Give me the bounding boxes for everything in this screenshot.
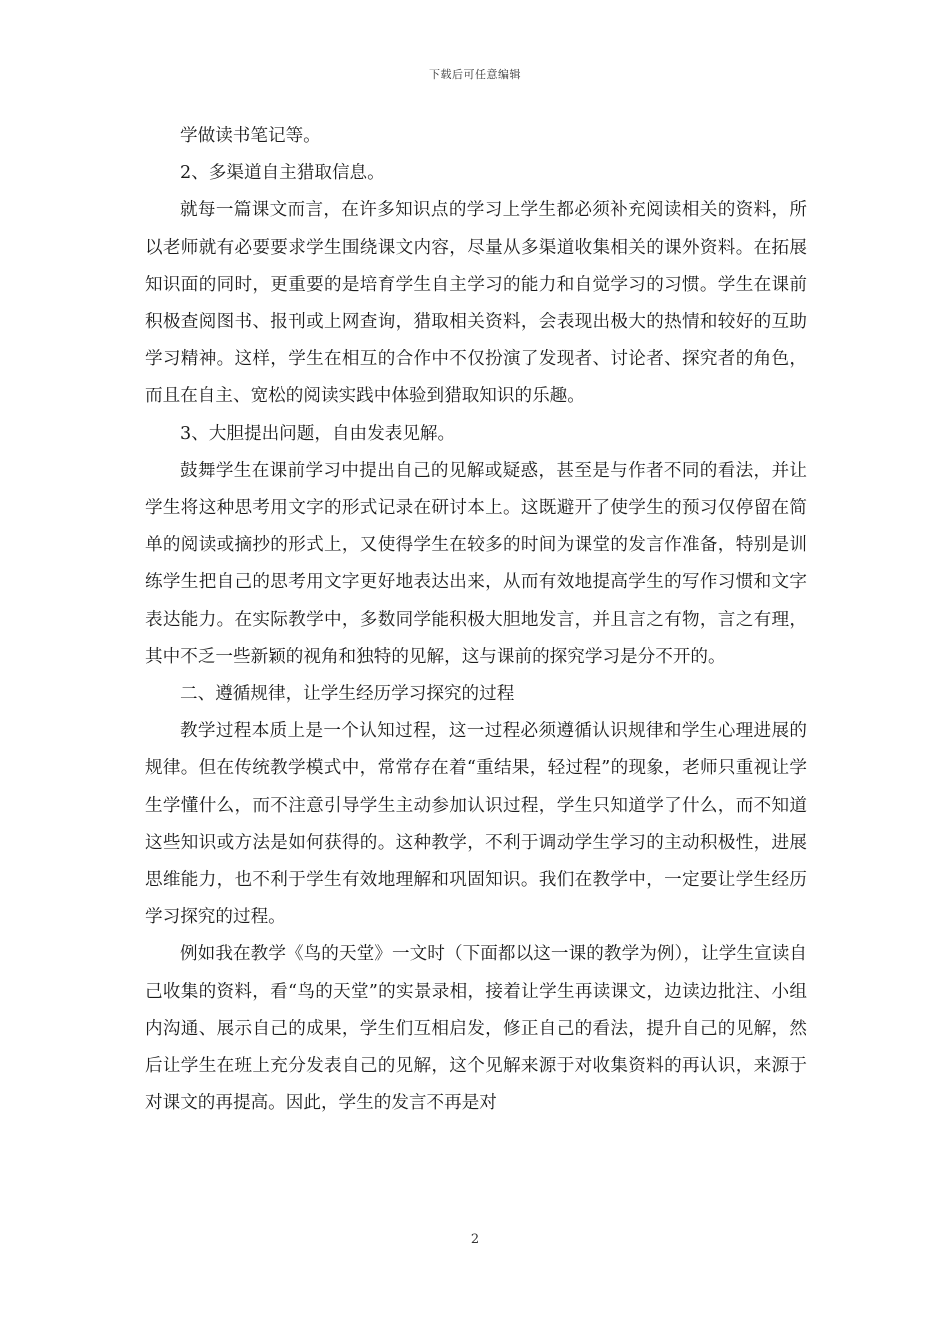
paragraph: 就每一篇课文而言，在许多知识点的学习上学生都必须补充阅读相关的资料，所以老师就有必要要求学生围绕课文内容，尽量从多渠道收集相关的课外资料。在拓展知识面的同时，更重要的是培育学生自主学习的能力和自觉学习的习惯。学生在课前积极查阅图书、报刊或上网查询，猎取相关资料，会表现出极大的热情和较好的互助学习精神。这样，学生在相互的合作中不仅扮演了发现者、讨论者、探究者的角色，而且在自主、宽松的阅读实践中体验到猎取知识的乐趣。	[145, 200, 807, 407]
paragraph: 3、大胆提出问题，自由发表见解。	[180, 423, 456, 444]
paragraph: 学做读书笔记等。	[180, 126, 321, 146]
page-header: 下载后可任意编辑	[429, 68, 521, 81]
paragraph: 鼓舞学生在课前学习中提出自己的见解或疑惑，甚至是与作者不同的看法，并让学生将这种思考用文字的形式记录在研讨本上。这既避开了使学生的预习仅停留在简单的阅读或摘抄的形式上，又使得学生在较多的时间为课堂的发言作准备，特别是训练学生把自己的思考用文字更好地表达出来，从而有效地提高学生的写作习惯和文字表达能力。在实际教学中，多数同学能积极大胆地发言，并且言之有物，言之有理，其中不乏一些新颖的视角和独特的见解，这与课前的探究学习是分不开的。	[145, 460, 807, 667]
section-heading: 二、遵循规律，让学生经历学习探究的过程	[180, 684, 515, 705]
page-number: 2	[470, 1232, 480, 1247]
document-body	[145, 118, 807, 1122]
paragraph: 教学过程本质上是一个认知过程，这一过程必须遵循认识规律和学生心理进展的规律。但在传统教学模式中，常常存在着“重结果，轻过程”的现象，老师只重视让学生学懂什么，而不注意引导学生主动参加认识过程，学生只知道学了什么，而不知道这些知识或方法是如何获得的。这种教学，不利于调动学生学习的主动积极性，进展思维能力，也不利于学生有效地理解和巩固知识。我们在教学中，一定要让学生经历学习探究的过程。	[145, 721, 807, 928]
paragraph: 例如我在教学《鸟的天堂》一文时（下面都以这一课的教学为例），让学生宣读自己收集的资料，看“鸟的天堂”的实景录相，接着让学生再读课文，边读边批注、小组内沟通、展示自己的成果，学生们互相启发，修正自己的看法，提升自己的见解，然后让学生在班上充分发表自己的见解，这个见解来源于对收集资料的再认识，来源于对课文的再提高。因此，学生的发言不再是对	[145, 944, 807, 1114]
paragraph: 2、多渠道自主猎取信息。	[180, 163, 385, 184]
